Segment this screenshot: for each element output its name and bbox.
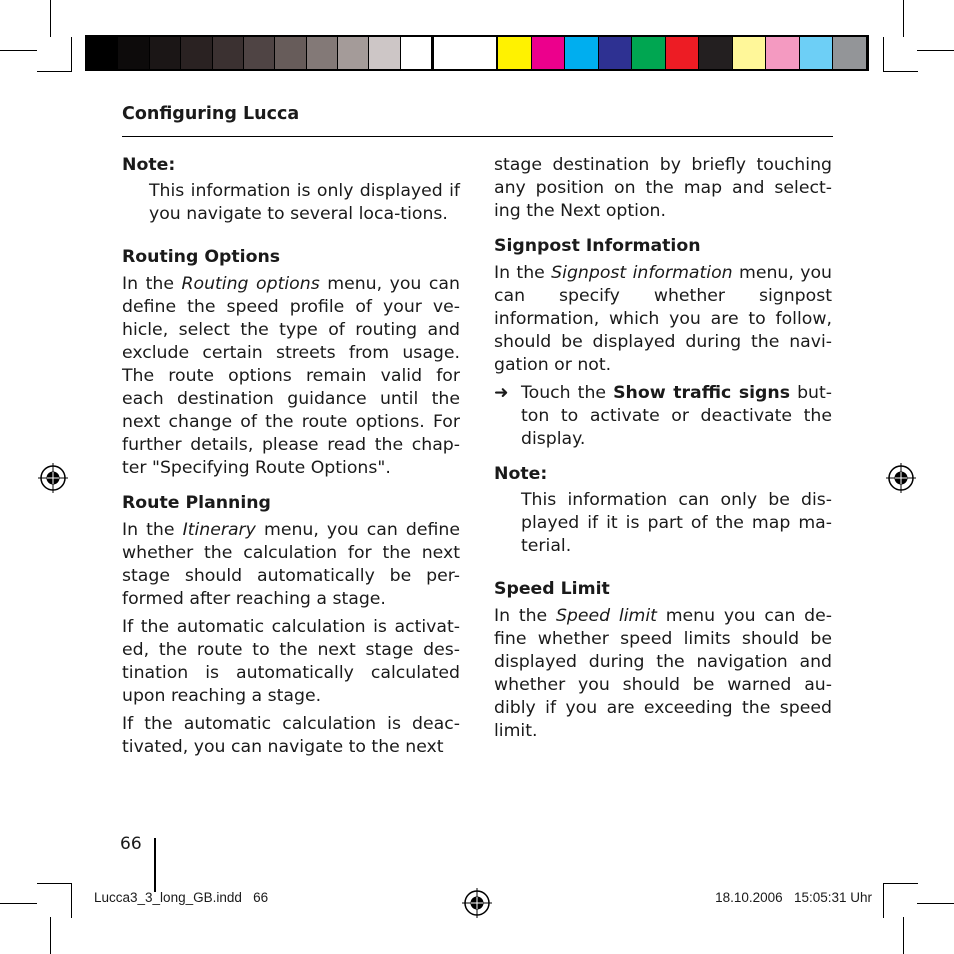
crop-mark (50, 917, 51, 954)
running-head: Configuring Lucca (122, 104, 300, 124)
speed-limit-text: In the Speed limit menu you can de-fine whether speed limits should be displayed during the navigation and whether you should be warned au-dibly if you are exceeding the speed limit. (494, 606, 832, 741)
color-swatch (401, 37, 432, 69)
color-swatch (338, 37, 369, 69)
signpost-information-heading: Signpost Information (494, 236, 701, 256)
crop-mark (71, 37, 72, 72)
route-planning-paragraph: If the automatic calculation is activat-ed, the route to the next stage des-tination is automatically calculated upon reaching a stage. (122, 617, 460, 706)
route-planning-paragraph: If the automatic calculation is deac-tivated, you can navigate to the next (122, 714, 460, 757)
color-swatch (87, 37, 118, 69)
crop-mark (903, 0, 904, 37)
color-swatch (532, 37, 566, 69)
signpost-information-text: In the Signpost information menu, you can specify whether signpost information, which you are to follow, should be displayed during the navi-gation or not. (494, 263, 832, 375)
speed-limit-heading: Speed Limit (494, 579, 610, 599)
crop-mark (0, 903, 37, 904)
button-name: Show traffic signs (613, 383, 790, 403)
registration-mark-icon (38, 463, 68, 493)
crop-mark (50, 0, 51, 37)
crop-mark (71, 883, 72, 918)
crop-mark (883, 71, 918, 72)
continued-text: stage destination by briefly touching any position on the map and select-ing the Next option. (494, 155, 832, 221)
color-swatch (181, 37, 212, 69)
crop-mark (917, 903, 954, 904)
color-swatch (244, 37, 275, 69)
crop-mark (883, 883, 884, 918)
note-text: This information can only be dis-played if it is part of the map ma-terial. (521, 490, 832, 556)
left-column (122, 154, 460, 759)
crop-mark (883, 37, 884, 72)
header-rule (122, 136, 833, 137)
routing-options-heading: Routing Options (122, 247, 281, 267)
color-swatch (800, 37, 834, 69)
print-slug-filename: Lucca3_3_long_GB.indd 66 (94, 890, 269, 905)
crop-mark (903, 917, 904, 954)
color-swatch (275, 37, 306, 69)
note-text: This information is only displayed if you navigate to several loca-tions. (149, 181, 460, 224)
color-swatch (599, 37, 633, 69)
page-number: 66 (120, 834, 142, 854)
routing-options-text: In the Routing options menu, you can define the speed profile of your ve-hicle, select the type of routing and exclude certain streets from usage. The route options remain valid for each destination guidance until the next change of the route options. For further details, please read the chap-ter "Specifying Route Options". (122, 274, 460, 478)
color-swatch (369, 37, 400, 69)
right-column (494, 154, 832, 743)
crop-mark (37, 71, 72, 72)
color-swatch (498, 37, 532, 69)
color-swatch (118, 37, 149, 69)
color-swatch (150, 37, 181, 69)
color-swatch (213, 37, 244, 69)
crop-mark (0, 50, 37, 51)
menu-name: Itinerary (182, 520, 256, 540)
color-swatch (666, 37, 700, 69)
crop-mark (37, 883, 72, 884)
crop-mark (917, 50, 954, 51)
registration-mark-icon (462, 888, 492, 918)
color-swatch (307, 37, 338, 69)
route-planning-heading: Route Planning (122, 493, 271, 513)
crop-mark (883, 883, 918, 884)
page-number-rule (154, 838, 156, 892)
note-heading: Note: (122, 155, 176, 175)
color-bar-gap (432, 37, 498, 69)
menu-name: Routing options (181, 274, 320, 294)
menu-name: Signpost information (551, 263, 733, 283)
registration-mark-icon (886, 463, 916, 493)
note-heading: Note: (494, 464, 548, 484)
color-swatch (565, 37, 599, 69)
print-slug-timestamp: 18.10.2006 15:05:31 Uhr (715, 890, 872, 905)
color-swatch (833, 37, 867, 69)
color-calibration-bar (85, 35, 869, 71)
color-swatch (699, 37, 733, 69)
menu-name: Speed limit (555, 606, 657, 626)
route-planning-text: In the Itinerary menu, you can define whether the calculation for the next stage should automatically be per-formed after reaching a stage. (122, 520, 460, 609)
arrow-icon: ➜ (494, 383, 509, 403)
color-swatch (733, 37, 767, 69)
color-swatch (632, 37, 666, 69)
action-step: ➜ Touch the Show traffic signs but-ton to activate or deactivate the display. (494, 383, 832, 449)
color-swatch (766, 37, 800, 69)
